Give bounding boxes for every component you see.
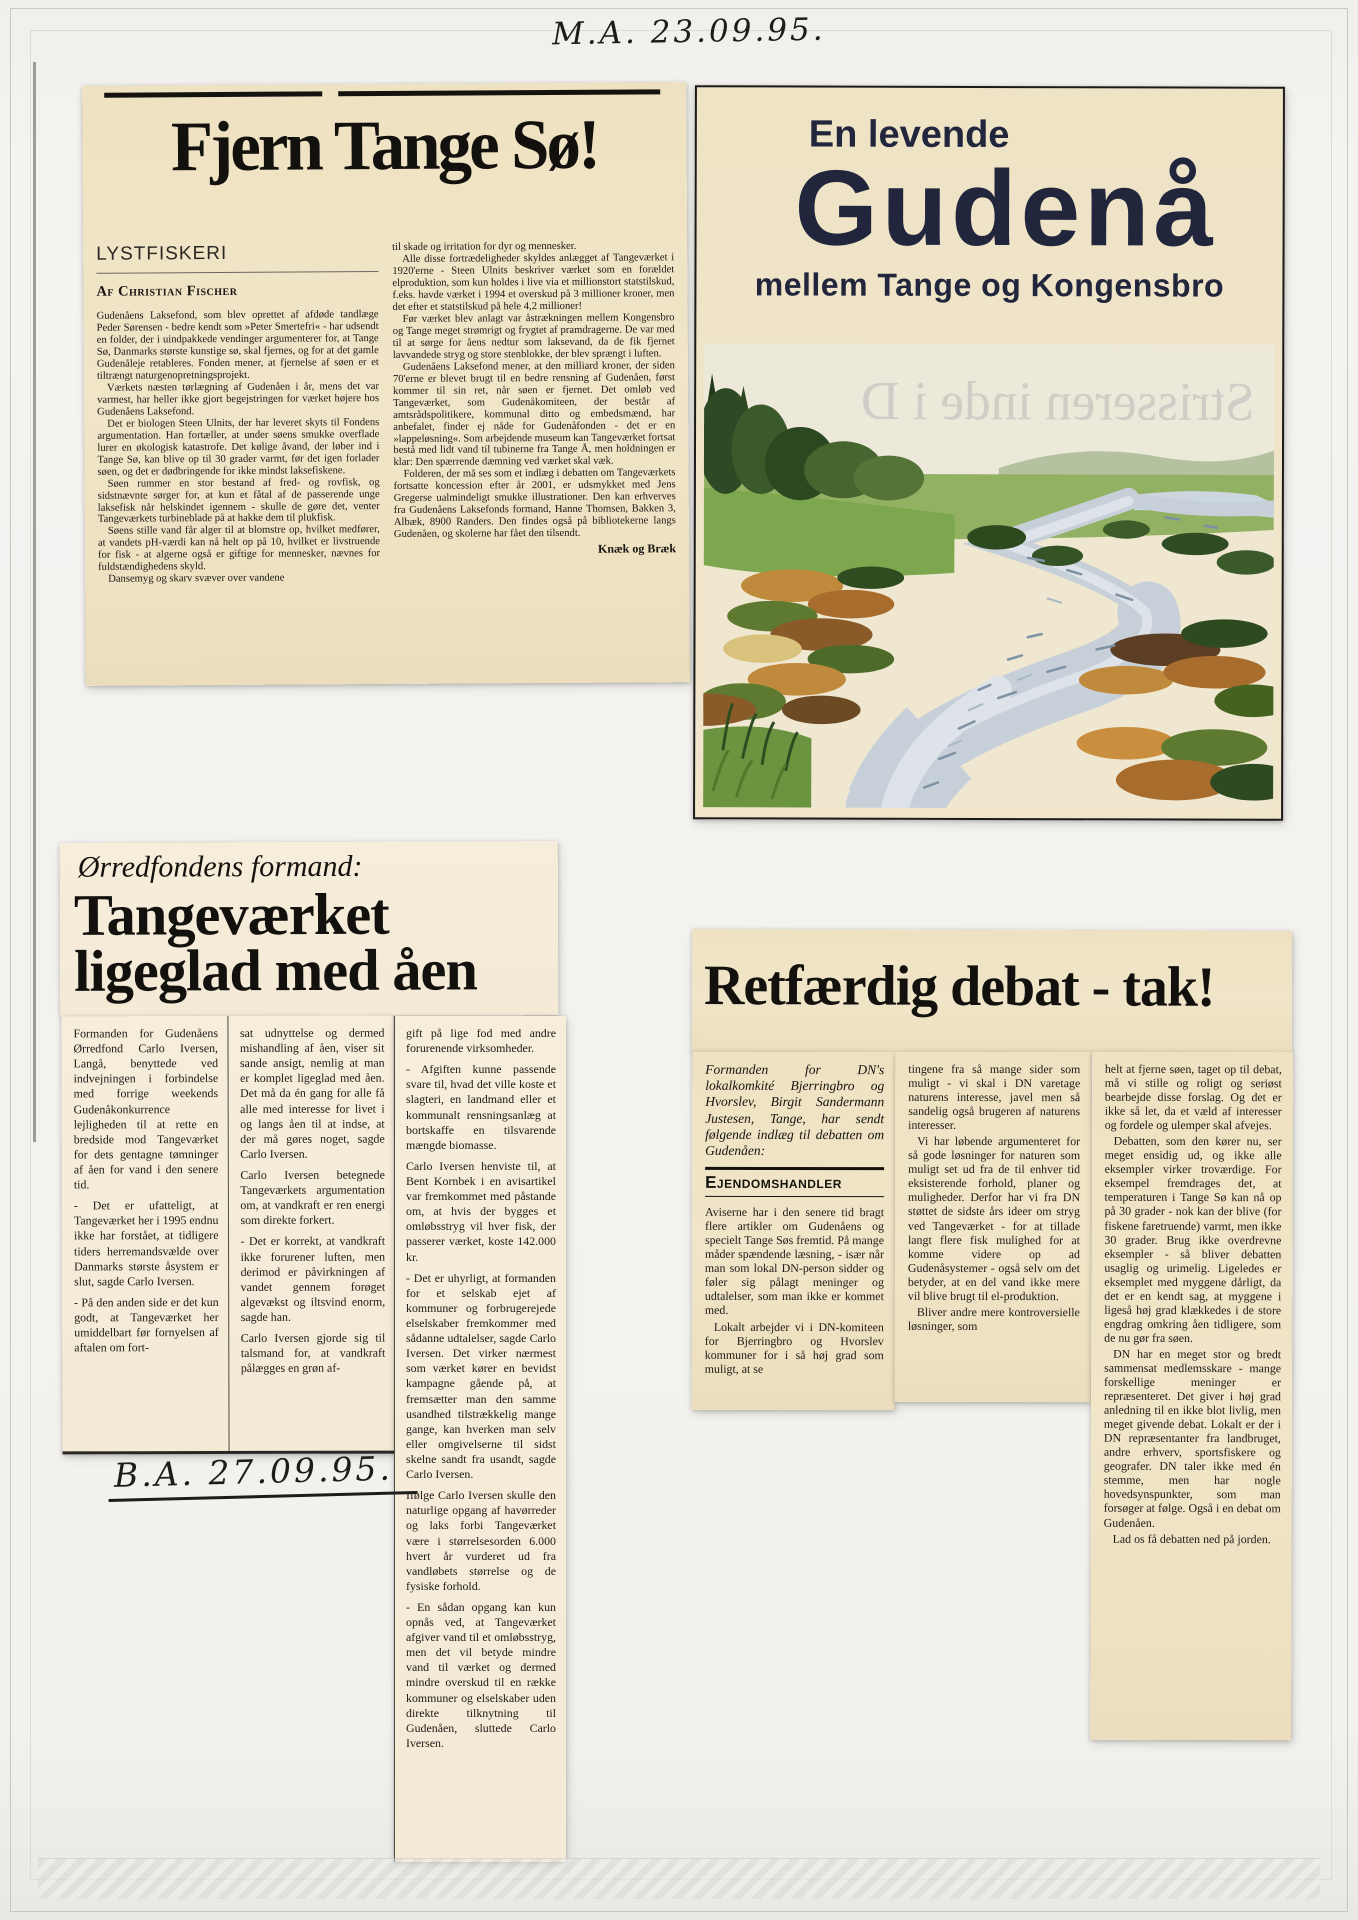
paragraph: - En sådan opgang kan kun opnås ved, at Tangeværket afgiver vand til et omløbsstryg, men det vil betyde mindre vand til værket og dermed mindre overskud til en række kommuner og elselskaber uden direkte tilknytning til Gudenåen, sluttede Carlo Iversen. xyxy=(406,1599,556,1750)
article3-headline-line1: Tangeværket xyxy=(73,880,389,948)
paragraph: - Afgiften kunne passende svare til, hvad det ville koste et slagteri, en landmand eller et kommunalt rensningsanlæg at bortskaffe en tilsvarende mængde biomasse. xyxy=(406,1062,556,1152)
paragraph: Bliver andre mere kontroversielle løsninger, som xyxy=(907,1304,1080,1333)
clipping-retfaerdig-debat-headline xyxy=(692,929,1292,1055)
river-watercolor-illustration xyxy=(703,343,1274,808)
article4-intro: Formanden for DN's lokalkomkité Bjerringbro og Hvorslev, Birgit Sandermann Justesen, Tange, har sendt følgende indlæg til debatten om Gudenåen: xyxy=(705,1061,885,1158)
paragraph: - På den anden side er det kun godt, at Tangeværket her umiddelbart før fornyelsen af aftalen om fort- xyxy=(74,1294,219,1355)
ghost-bleedthrough-text: Strisseren inde i D xyxy=(860,370,1255,433)
article2-headline-line2: Gudenå xyxy=(794,147,1218,269)
article2-headline-line3: mellem Tange og Kongensbro xyxy=(754,266,1225,305)
paragraph: Gudenåens Laksefond mener, at den milliard kroner, der siden 70'erne er blevet brugt til en bedre rensning af Gudenåen, først kommer til sin ret, når søen er fjernet. Det omløb ved Tangeværket, som Gudenåkomiteen, der består af amtsrådspolitikere, kommunal ditto og embedsmænd, har anbefalet, finder ej nåde for Gudenåfonden - det er en »lappeløsning«. Som arbejdende museum kan Tangeværket fortsat bestå med lidt vand til tubinerne fra Tange Å, men holdningen er klar: Den spærrende dæmning ved værket skal væk. xyxy=(392,359,676,469)
paragraph: Folderen, der må ses som et indlæg i debatten om Tangeværkets fortsatte koncession efter år 2001, er udsmykket med Jens Gregerse ualmindeligt smukke illustrationer. Den kan erhverves fra Gudenåens Laksefonds formand, Hanne Thomsen, Bakken 3, Albæk, 8900 Randers. Den findes også på bibliotekerne langs Gudenåen, og skolerne har fået den tilsendt. xyxy=(393,467,676,541)
article1-kicker: LYSTFISKERI xyxy=(96,242,228,265)
paragraph: Det er biologen Steen Ulnits, der har leveret skyts til Fondens argumentation. Han fortæller, at under søens smukke overflade lurer en økologisk katastrofe. Det kølige åvand, der løber ind i Tange Sø, kan blive op til 30 grader varmt, før det igen forlader søen, og det er dødbringende for ikke mindst laksefiskene. xyxy=(97,416,380,478)
article1-column-2 xyxy=(392,228,677,678)
article4-headline: Retfærdig debat - tak! xyxy=(703,953,1215,1019)
article1-column1-text xyxy=(97,309,381,586)
paragraph: Debatten, som den kører nu, ser meget ensidig ud, og ikke alle eksempler virker troværdige. For eksempel fremdrages det, at temperaturen i Tange Sø kan nå op på 30 grader - nok kan der blive (for fiskene faretruende) varmt, men ikke 30 grader. Brug ikke overdrevne eksempler - så bliver debatten usaglig og urimelig. Ligeledes er eksemplet med myggene dårligt, da det er en kendt sag, at myggene i ligeså høj grad klækkedes i de store engdrag omkring åen tidligere, som de nu gør fra søen. xyxy=(1104,1134,1282,1345)
article4-column-1 xyxy=(692,1052,896,1410)
paragraph: Lad os få debatten ned på jorden. xyxy=(1112,1531,1271,1546)
paragraph: Gudenåens Laksefond, som blev oprettet af afdøde tandlæge Peder Sørensen - bedre kendt som »Peter Smertefri« - har udsendt en folder, der i uindpakkede vendinger argumenterer for, at Tange Sø, Danmarks største kunstige sø, skal fjernes, og for at det gamle Gudenåleje retableres. Fonden mener, at fjernelse af søen er et tiltrængt naturgenopretningsprojekt. xyxy=(96,309,379,382)
article1-columns xyxy=(96,228,677,680)
kicker-rule xyxy=(96,271,378,274)
paragraph: Ifølge Carlo Iversen skulle den naturlige opgang af havørreder og laks forbi Tangeværket være i størrelsesorden 6.000 hvert år vurderet ud fra vandløbets størrelse og de fysiske forhold. xyxy=(406,1488,556,1593)
paragraph: Søen rummer en stor bestand af fred- og rovfisk, og sidstnævnte sørger for, at kun et fåtal af de passerende unge laksefisk når helskindet igennem - skulle de gøre det, venter Tangeværkets turbineblade på at hakke dem til plukfisk. xyxy=(97,476,380,526)
watercolor-svg xyxy=(703,343,1274,808)
album-pocket-bottom xyxy=(38,1858,1320,1899)
paragraph: - Det er uhyrligt, at formanden for et selskab ejet af kommuner og forbrugerejede elselskaber fremkommer med sådanne udtalelser, sagde Carlo Iversen. Det virker nærmest som værket kører en bevidst kampagne gående på, at fremsætter man den samme usandhed tilstrækkelig mange gange, kan hverken man selv eller omgivelserne til sidst skelne sandt fra usandt, sagde Carlo Iversen. xyxy=(406,1270,556,1482)
paragraph: - Det er korrekt, at vandkraft ikke forurener luften, men derimod er påvirkningen af vandet gennem forøget algevækst og iltsvind enorm, sagde han. xyxy=(240,1234,386,1324)
paragraph: Carlo Iversen betegnede Tangeværkets argumentation om, at vandkraft er ren energi som direkte forkert. xyxy=(240,1167,385,1228)
paragraph: - Det er ufatteligt, at Tangeværket her i 1995 endnu ikke har forstået, at tidligere tiders herremandsvælde over Danmarks største åsystem er slut, sagde Carlo Iversen. xyxy=(73,1198,219,1289)
article4-column-2 xyxy=(895,1052,1092,1402)
paragraph: til skade og irritation for dyr og mennesker. xyxy=(392,240,577,253)
album-pocket-edge xyxy=(33,62,36,1142)
article3-headline-line2: ligeglad med åen xyxy=(74,936,478,1004)
article2-headline-line1: En levende xyxy=(808,113,1010,157)
article1-headline: Fjern Tange Sø! xyxy=(170,105,599,187)
article4-section-header: Ejendomshandler xyxy=(705,1172,842,1193)
article1-column-1 xyxy=(96,230,381,680)
clipping-en-levende-gudenaa xyxy=(693,85,1285,821)
paragraph: Dansemyg og skarv svæver over vandene xyxy=(108,572,285,586)
paragraph: Carlo Iversen henviste til, at Bent Kornbek i en avisartikel var fremkommet med påstande om, at hvis der bygges et omløbsstryg vil hver fisk, der passerer værket, koste 142.000 kr. xyxy=(406,1158,556,1264)
paragraph: Carlo Iversen gjorde sig til talsmand for, at vandkraft pålægges en grøn af- xyxy=(240,1330,386,1376)
article1-column2-text xyxy=(392,228,676,541)
handwritten-date-top: M.A. 23.09.95. xyxy=(551,11,826,53)
article3-column-2 xyxy=(227,1016,395,1451)
clipping-tangevaerket-headline xyxy=(60,841,559,1017)
paragraph: Værkets næsten tørlægning af Gudenåen i år, mens det var varmest, har heller ikke gjort begejstringen for værket højere hos Gudenåens Laksefond. xyxy=(97,380,380,418)
article3-column-1 xyxy=(61,1016,228,1451)
paragraph: sat udnyttelse og dermed mishandling af åen, viser sit sande ansigt, nemlig at man er komplet ligeglad med åen. Det må da én gang for alle få alle med interesse for livet i og langs åen til at indse, at der må gøres noget, sagde Carlo Iversen. xyxy=(239,1025,385,1161)
section-rule-top xyxy=(705,1167,884,1170)
paragraph: gift på lige fod med andre forurenende virksomheder. xyxy=(406,1026,556,1056)
article2-headline-block xyxy=(696,113,1282,305)
article3-column-3 xyxy=(394,1016,566,1862)
article1-signoff: Knæk og Bræk xyxy=(597,541,677,556)
article4-column1-text xyxy=(705,1205,884,1376)
article3-kicker: Ørredfondens formand: xyxy=(77,849,363,884)
paragraph: helt at fjerne søen, taget op til debat, må vi stille og roligt og seriøst bearbejde disse forslag. Og det er ikke så let, da et væld af interesser og fordele og ulemper skal afvejes. xyxy=(1104,1061,1282,1133)
paragraph: DN har en meget stor og bredt sammensat medlemsskare - mange forskellige meninger er repræsenteret. Det giver i høj grad anledning til en ikke blot livlig, men meget givende debat. Lokalt er der i DN repræsentanter fra landbruget, andre erhverv, sportsfiskere og geografer. DN taler ikke med én stemme, men har nogle hovedsynspunkter, som man forsøger at følge. Også i en debat om Gudenåen. xyxy=(1103,1346,1282,1530)
paragraph: tingene fra så mange sider som muligt - vi skal i DN varetage naturens interesse, javel men så sandelig også brugeren af naturens interesser. xyxy=(908,1061,1081,1133)
paragraph: Søens stille vand får alger til at blomstre op, hvilket medfører, at vandets pH-værdi kan nå helt op på 10, hvilket er livstruende for fisk - at algerne også er giftige for mennesker, nævnes for fuldstændighedens skyld. xyxy=(97,524,381,574)
paragraph: Formanden for Gudenåens Ørredfond Carlo Iversen, Langå, benyttede ved indvejningen i forbindelse med forrige weekends Gudenåkonkurrence lejligheden til at rette en bredside mod Tangeværket for dets gentagne tømninger af åen for vand i den senere tid. xyxy=(73,1026,219,1192)
article1-byline: Af Christian Fischer xyxy=(96,282,238,300)
section-rule-bottom xyxy=(705,1196,884,1197)
clipping-tangevaerket-body xyxy=(61,1016,394,1455)
top-rule xyxy=(82,82,686,86)
article4-column-3 xyxy=(1090,1052,1293,1741)
paragraph: Alle disse fortrædeligheder skyldes anlægget af Tangeværket i 1920'erne - Steen Ulnits beskriver værket som en forældet elproduktion, som kun holdes i live via et millionstort statstilskud, f.eks. havde værket i 1994 et overskud på 3 millioner kroner, men det efter et statstilskud på hele 4,2 millioner! xyxy=(392,252,675,313)
clipping-fjern-tange-soe xyxy=(82,82,690,686)
handwritten-date-mid: B.A. 27.09.95. xyxy=(107,1448,417,1502)
paragraph: Lokalt arbejder vi i DN-komiteen for Bjerringbro og Hvorslev kommuner for i så høj grad som muligt, at se xyxy=(704,1319,884,1376)
paragraph: Vi har løbende argumenteret for så gode løsninger for naturen som muligt set ud fra de til enhver tid eksisterende forhold, planer og muligheder. Derfor har vi fra DN støttet de sidste års ideer om stryg ved Tangeværket - for at tillade langt flere fisk mulighed for at komme videre op ad Gudenåsystemer - også selv om det betyder, at en del vand ikke mere vil blive brugt til el-produktion. xyxy=(907,1134,1081,1303)
paragraph: Før værket blev anlagt var åstrækningen mellem Kongensbro og Tange meget strømrigt og frygtet af pramdragerne. De var med til at sørge for åens nedtur som laksevand, da de fik fjernet lavvandede stryg og store stenblokke, der blev sprængt i luften. xyxy=(392,312,675,361)
paragraph: Aviserne har i den senere tid bragt flere artikler om Gudenåens og specielt Tange Søs fremtid. På mange måder spændende læsning, - især når man som lokal DN-person sidder og føler sig pålagt meninger og udtalelser, som man ikke er kommet med. xyxy=(704,1204,885,1318)
article3-headline xyxy=(73,880,554,1004)
